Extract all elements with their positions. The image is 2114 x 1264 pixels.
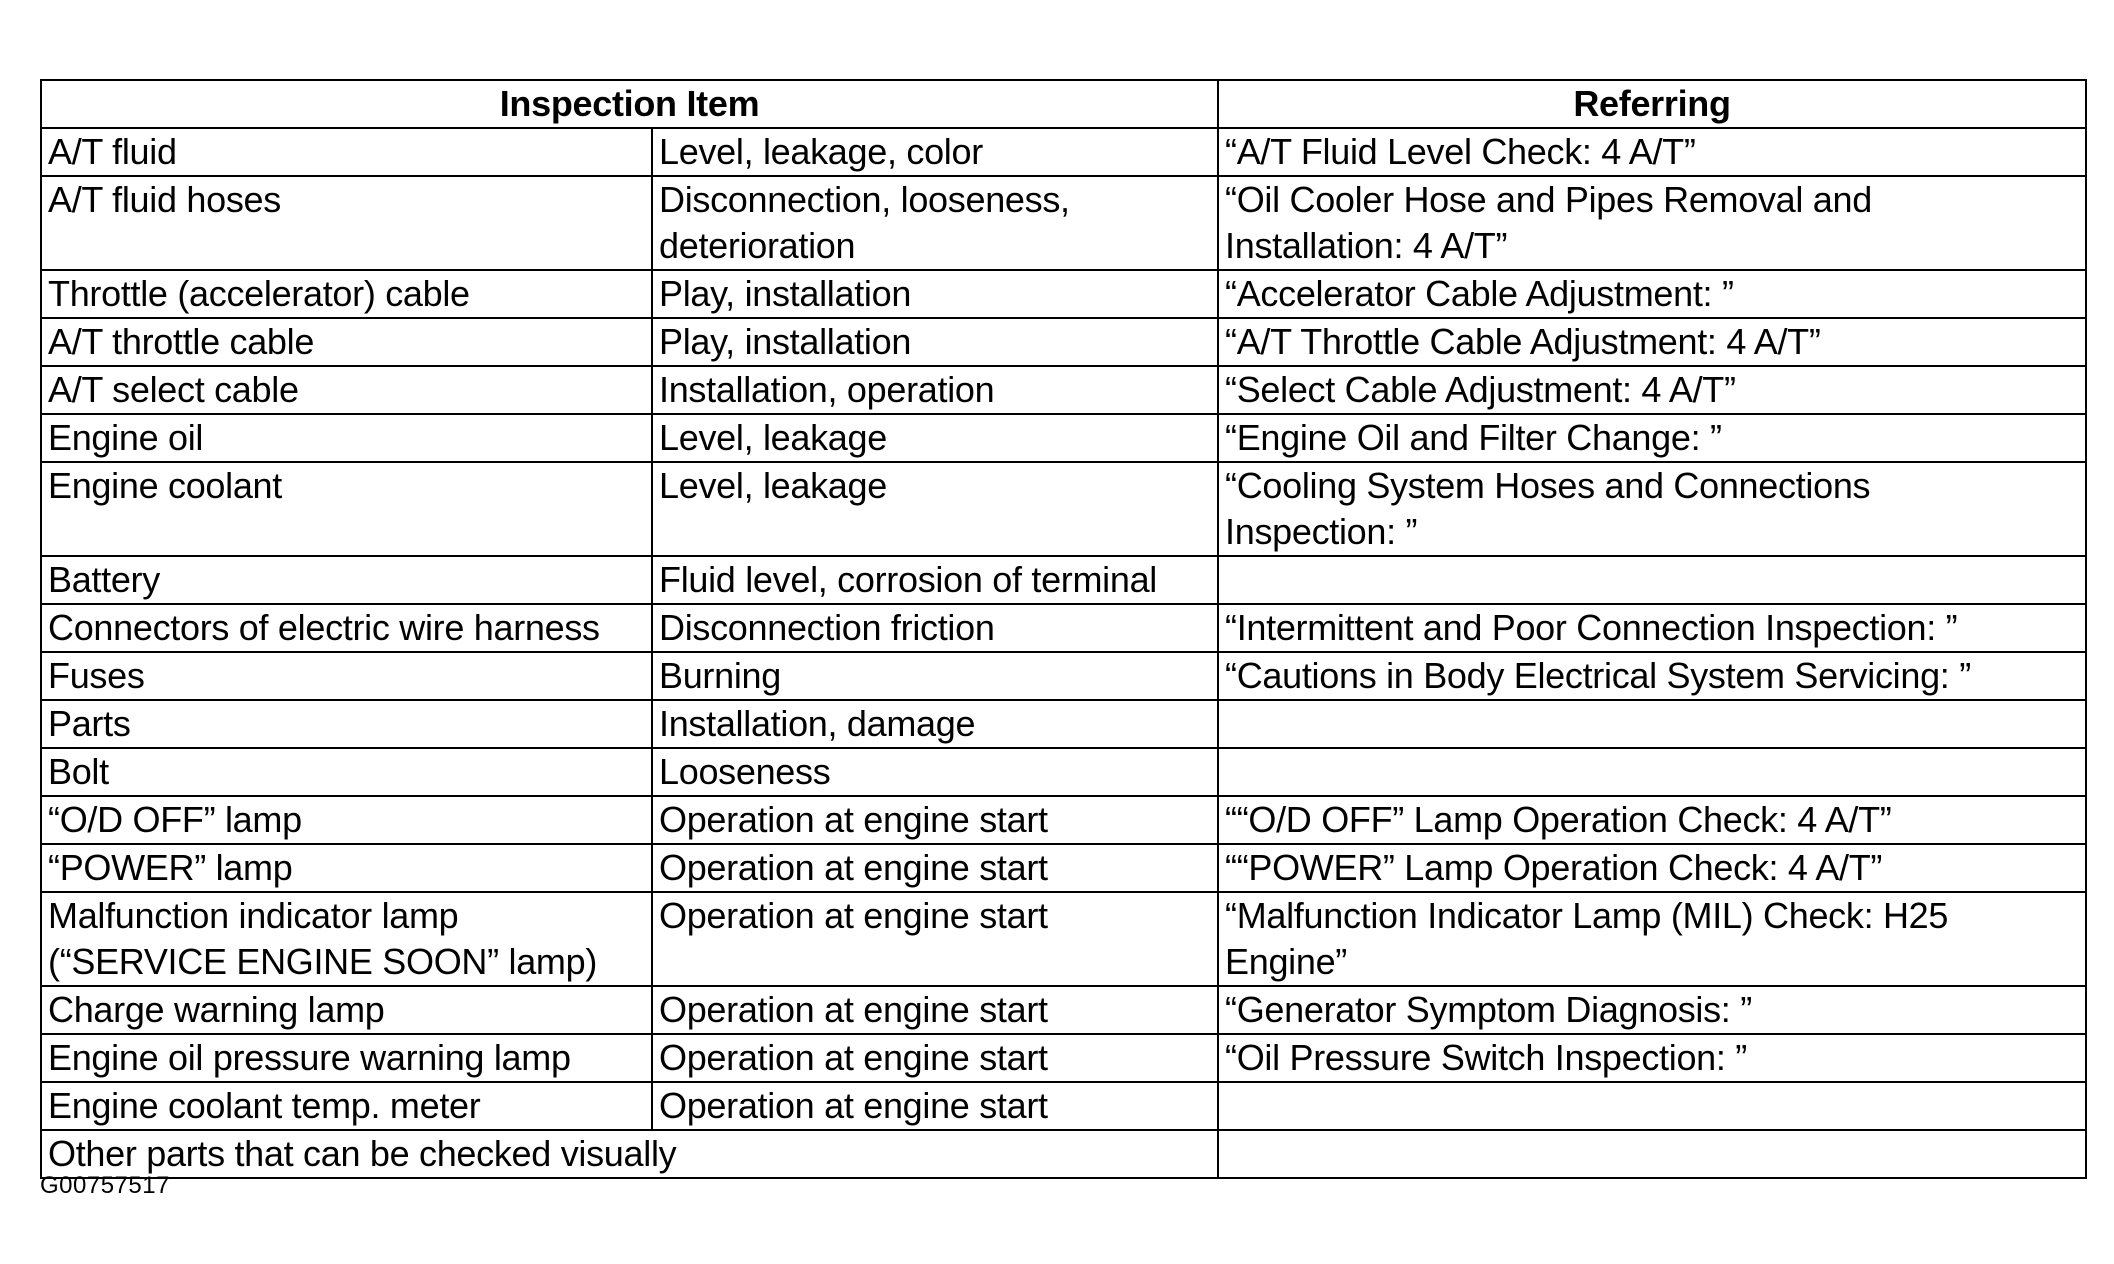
cell-referring-line: “A/T Throttle Cable Adjustment: 4 A/T” bbox=[1225, 321, 1821, 362]
cell-referring-line: Installation: 4 A/T” bbox=[1225, 225, 1508, 266]
cell-referring bbox=[1218, 652, 2086, 700]
cell-referring bbox=[1218, 1130, 2086, 1178]
cell-referring-line: “Cooling System Hoses and Connections bbox=[1225, 465, 1871, 506]
inspection-table bbox=[40, 79, 2087, 1179]
table-row bbox=[41, 366, 2086, 414]
cell-item-line: A/T fluid bbox=[48, 131, 177, 172]
cell-detail-line: deterioration bbox=[659, 225, 856, 266]
table-row bbox=[41, 748, 2086, 796]
cell-detail bbox=[652, 604, 1218, 652]
cell-detail-line: Operation at engine start bbox=[659, 895, 1048, 936]
table-row bbox=[41, 844, 2086, 892]
cell-item bbox=[41, 604, 652, 652]
cell-item bbox=[41, 1082, 652, 1130]
cell-detail-line: Level, leakage bbox=[659, 417, 887, 458]
table-row bbox=[41, 892, 2086, 986]
cell-item-line: Engine coolant temp. meter bbox=[48, 1085, 481, 1126]
table-row bbox=[41, 128, 2086, 176]
cell-referring bbox=[1218, 844, 2086, 892]
cell-detail-line: Operation at engine start bbox=[659, 1085, 1048, 1126]
cell-detail bbox=[652, 414, 1218, 462]
cell-detail-line: Fluid level, corrosion of terminal bbox=[659, 559, 1158, 600]
cell-detail bbox=[652, 748, 1218, 796]
table-row bbox=[41, 652, 2086, 700]
cell-item-line: Engine coolant bbox=[48, 465, 282, 506]
cell-item bbox=[41, 318, 652, 366]
cell-item-line: Throttle (accelerator) cable bbox=[48, 273, 470, 314]
cell-item bbox=[41, 986, 652, 1034]
table-row bbox=[41, 604, 2086, 652]
cell-detail bbox=[652, 176, 1218, 270]
cell-detail-line: Operation at engine start bbox=[659, 847, 1048, 888]
cell-item-line: Bolt bbox=[48, 751, 109, 792]
cell-detail-line: Play, installation bbox=[659, 273, 912, 314]
cell-item-line: Battery bbox=[48, 559, 160, 600]
table-header-row bbox=[41, 80, 2086, 128]
cell-referring-line: “Oil Cooler Hose and Pipes Removal and bbox=[1225, 179, 1872, 220]
table-row bbox=[41, 556, 2086, 604]
cell-detail-line: Looseness bbox=[659, 751, 831, 792]
cell-referring bbox=[1218, 128, 2086, 176]
cell-detail bbox=[652, 556, 1218, 604]
cell-referring-line: Inspection: ” bbox=[1225, 511, 1418, 552]
cell-item bbox=[41, 556, 652, 604]
cell-detail bbox=[652, 366, 1218, 414]
cell-referring-line: Engine” bbox=[1225, 941, 1347, 982]
cell-detail bbox=[652, 844, 1218, 892]
cell-detail-line: Level, leakage, color bbox=[659, 131, 983, 172]
cell-detail bbox=[652, 796, 1218, 844]
inspection-table-container bbox=[40, 79, 2087, 1179]
cell-item-line: Engine oil bbox=[48, 417, 204, 458]
cell-item-line: Malfunction indicator lamp bbox=[48, 895, 459, 936]
cell-item bbox=[41, 748, 652, 796]
cell-item bbox=[41, 128, 652, 176]
cell-referring-line: “Malfunction Indicator Lamp (MIL) Check: H25 bbox=[1225, 895, 1949, 936]
header-inspection-item: Inspection Item bbox=[41, 80, 1218, 128]
cell-referring-line: ““O/D OFF” Lamp Operation Check: 4 A/T” bbox=[1225, 799, 1892, 840]
cell-detail bbox=[652, 128, 1218, 176]
cell-referring bbox=[1218, 462, 2086, 556]
cell-item-line: Fuses bbox=[48, 655, 145, 696]
cell-item bbox=[41, 462, 652, 556]
cell-item-line: “O/D OFF” lamp bbox=[48, 799, 302, 840]
cell-item bbox=[41, 892, 652, 986]
cell-item bbox=[41, 270, 652, 318]
cell-referring bbox=[1218, 366, 2086, 414]
cell-item bbox=[41, 700, 652, 748]
cell-referring-line: “Cautions in Body Electrical System Servicing: ” bbox=[1225, 655, 1971, 696]
cell-item-line: Parts bbox=[48, 703, 131, 744]
cell-referring-line: “Oil Pressure Switch Inspection: ” bbox=[1225, 1037, 1747, 1078]
cell-detail-line: Operation at engine start bbox=[659, 799, 1048, 840]
cell-item-line: A/T select cable bbox=[48, 369, 299, 410]
cell-detail-line: Burning bbox=[659, 655, 781, 696]
table-row-other-parts bbox=[41, 1130, 2086, 1178]
cell-detail bbox=[652, 892, 1218, 986]
cell-detail-line: Disconnection friction bbox=[659, 607, 995, 648]
cell-referring-line: “Engine Oil and Filter Change: ” bbox=[1225, 417, 1722, 458]
cell-detail-line: Play, installation bbox=[659, 321, 912, 362]
cell-detail bbox=[652, 652, 1218, 700]
cell-item-line: A/T fluid hoses bbox=[48, 179, 281, 220]
cell-detail bbox=[652, 986, 1218, 1034]
cell-detail bbox=[652, 270, 1218, 318]
table-row bbox=[41, 318, 2086, 366]
cell-referring-line: “A/T Fluid Level Check: 4 A/T” bbox=[1225, 131, 1696, 172]
cell-item bbox=[41, 844, 652, 892]
cell-referring-line: “Intermittent and Poor Connection Inspection: ” bbox=[1225, 607, 1958, 648]
cell-item bbox=[41, 366, 652, 414]
cell-item-line: (“SERVICE ENGINE SOON” lamp) bbox=[48, 941, 598, 982]
cell-detail-line: Operation at engine start bbox=[659, 1037, 1048, 1078]
cell-referring bbox=[1218, 1082, 2086, 1130]
table-row bbox=[41, 1034, 2086, 1082]
cell-referring bbox=[1218, 1034, 2086, 1082]
header-referring: Referring bbox=[1218, 80, 2086, 128]
cell-referring bbox=[1218, 892, 2086, 986]
table-body bbox=[41, 128, 2086, 1178]
cell-referring bbox=[1218, 986, 2086, 1034]
cell-referring bbox=[1218, 604, 2086, 652]
cell-referring-line: “Accelerator Cable Adjustment: ” bbox=[1225, 273, 1734, 314]
cell-referring bbox=[1218, 270, 2086, 318]
table-row bbox=[41, 796, 2086, 844]
cell-item: Other parts that can be checked visually bbox=[41, 1130, 1218, 1178]
cell-referring bbox=[1218, 556, 2086, 604]
cell-referring bbox=[1218, 414, 2086, 462]
table-row bbox=[41, 986, 2086, 1034]
cell-item bbox=[41, 1034, 652, 1082]
cell-item bbox=[41, 652, 652, 700]
cell-referring bbox=[1218, 796, 2086, 844]
cell-item bbox=[41, 176, 652, 270]
cell-item-line: Engine oil pressure warning lamp bbox=[48, 1037, 571, 1078]
cell-item-line: A/T throttle cable bbox=[48, 321, 315, 362]
cell-item-line: “POWER” lamp bbox=[48, 847, 293, 888]
cell-referring bbox=[1218, 748, 2086, 796]
table-row bbox=[41, 176, 2086, 270]
figure-id: G00757517 bbox=[40, 1172, 170, 1199]
cell-item bbox=[41, 796, 652, 844]
table-row bbox=[41, 700, 2086, 748]
cell-detail bbox=[652, 318, 1218, 366]
cell-referring-line: ““POWER” Lamp Operation Check: 4 A/T” bbox=[1225, 847, 1883, 888]
cell-detail bbox=[652, 1034, 1218, 1082]
cell-detail-line: Disconnection, looseness, bbox=[659, 179, 1070, 220]
cell-referring bbox=[1218, 176, 2086, 270]
cell-detail-line: Installation, operation bbox=[659, 369, 995, 410]
cell-item-line: Charge warning lamp bbox=[48, 989, 385, 1030]
cell-detail-line: Level, leakage bbox=[659, 465, 887, 506]
cell-referring bbox=[1218, 318, 2086, 366]
cell-referring bbox=[1218, 700, 2086, 748]
cell-referring-line: “Select Cable Adjustment: 4 A/T” bbox=[1225, 369, 1736, 410]
table-row bbox=[41, 1082, 2086, 1130]
cell-detail bbox=[652, 462, 1218, 556]
table-row bbox=[41, 462, 2086, 556]
table-row bbox=[41, 414, 2086, 462]
cell-detail bbox=[652, 1082, 1218, 1130]
cell-item bbox=[41, 414, 652, 462]
cell-detail bbox=[652, 700, 1218, 748]
cell-referring-line: “Generator Symptom Diagnosis: ” bbox=[1225, 989, 1752, 1030]
cell-detail-line: Operation at engine start bbox=[659, 989, 1048, 1030]
cell-item-line: Connectors of electric wire harness bbox=[48, 607, 600, 648]
cell-detail-line: Installation, damage bbox=[659, 703, 976, 744]
table-row bbox=[41, 270, 2086, 318]
